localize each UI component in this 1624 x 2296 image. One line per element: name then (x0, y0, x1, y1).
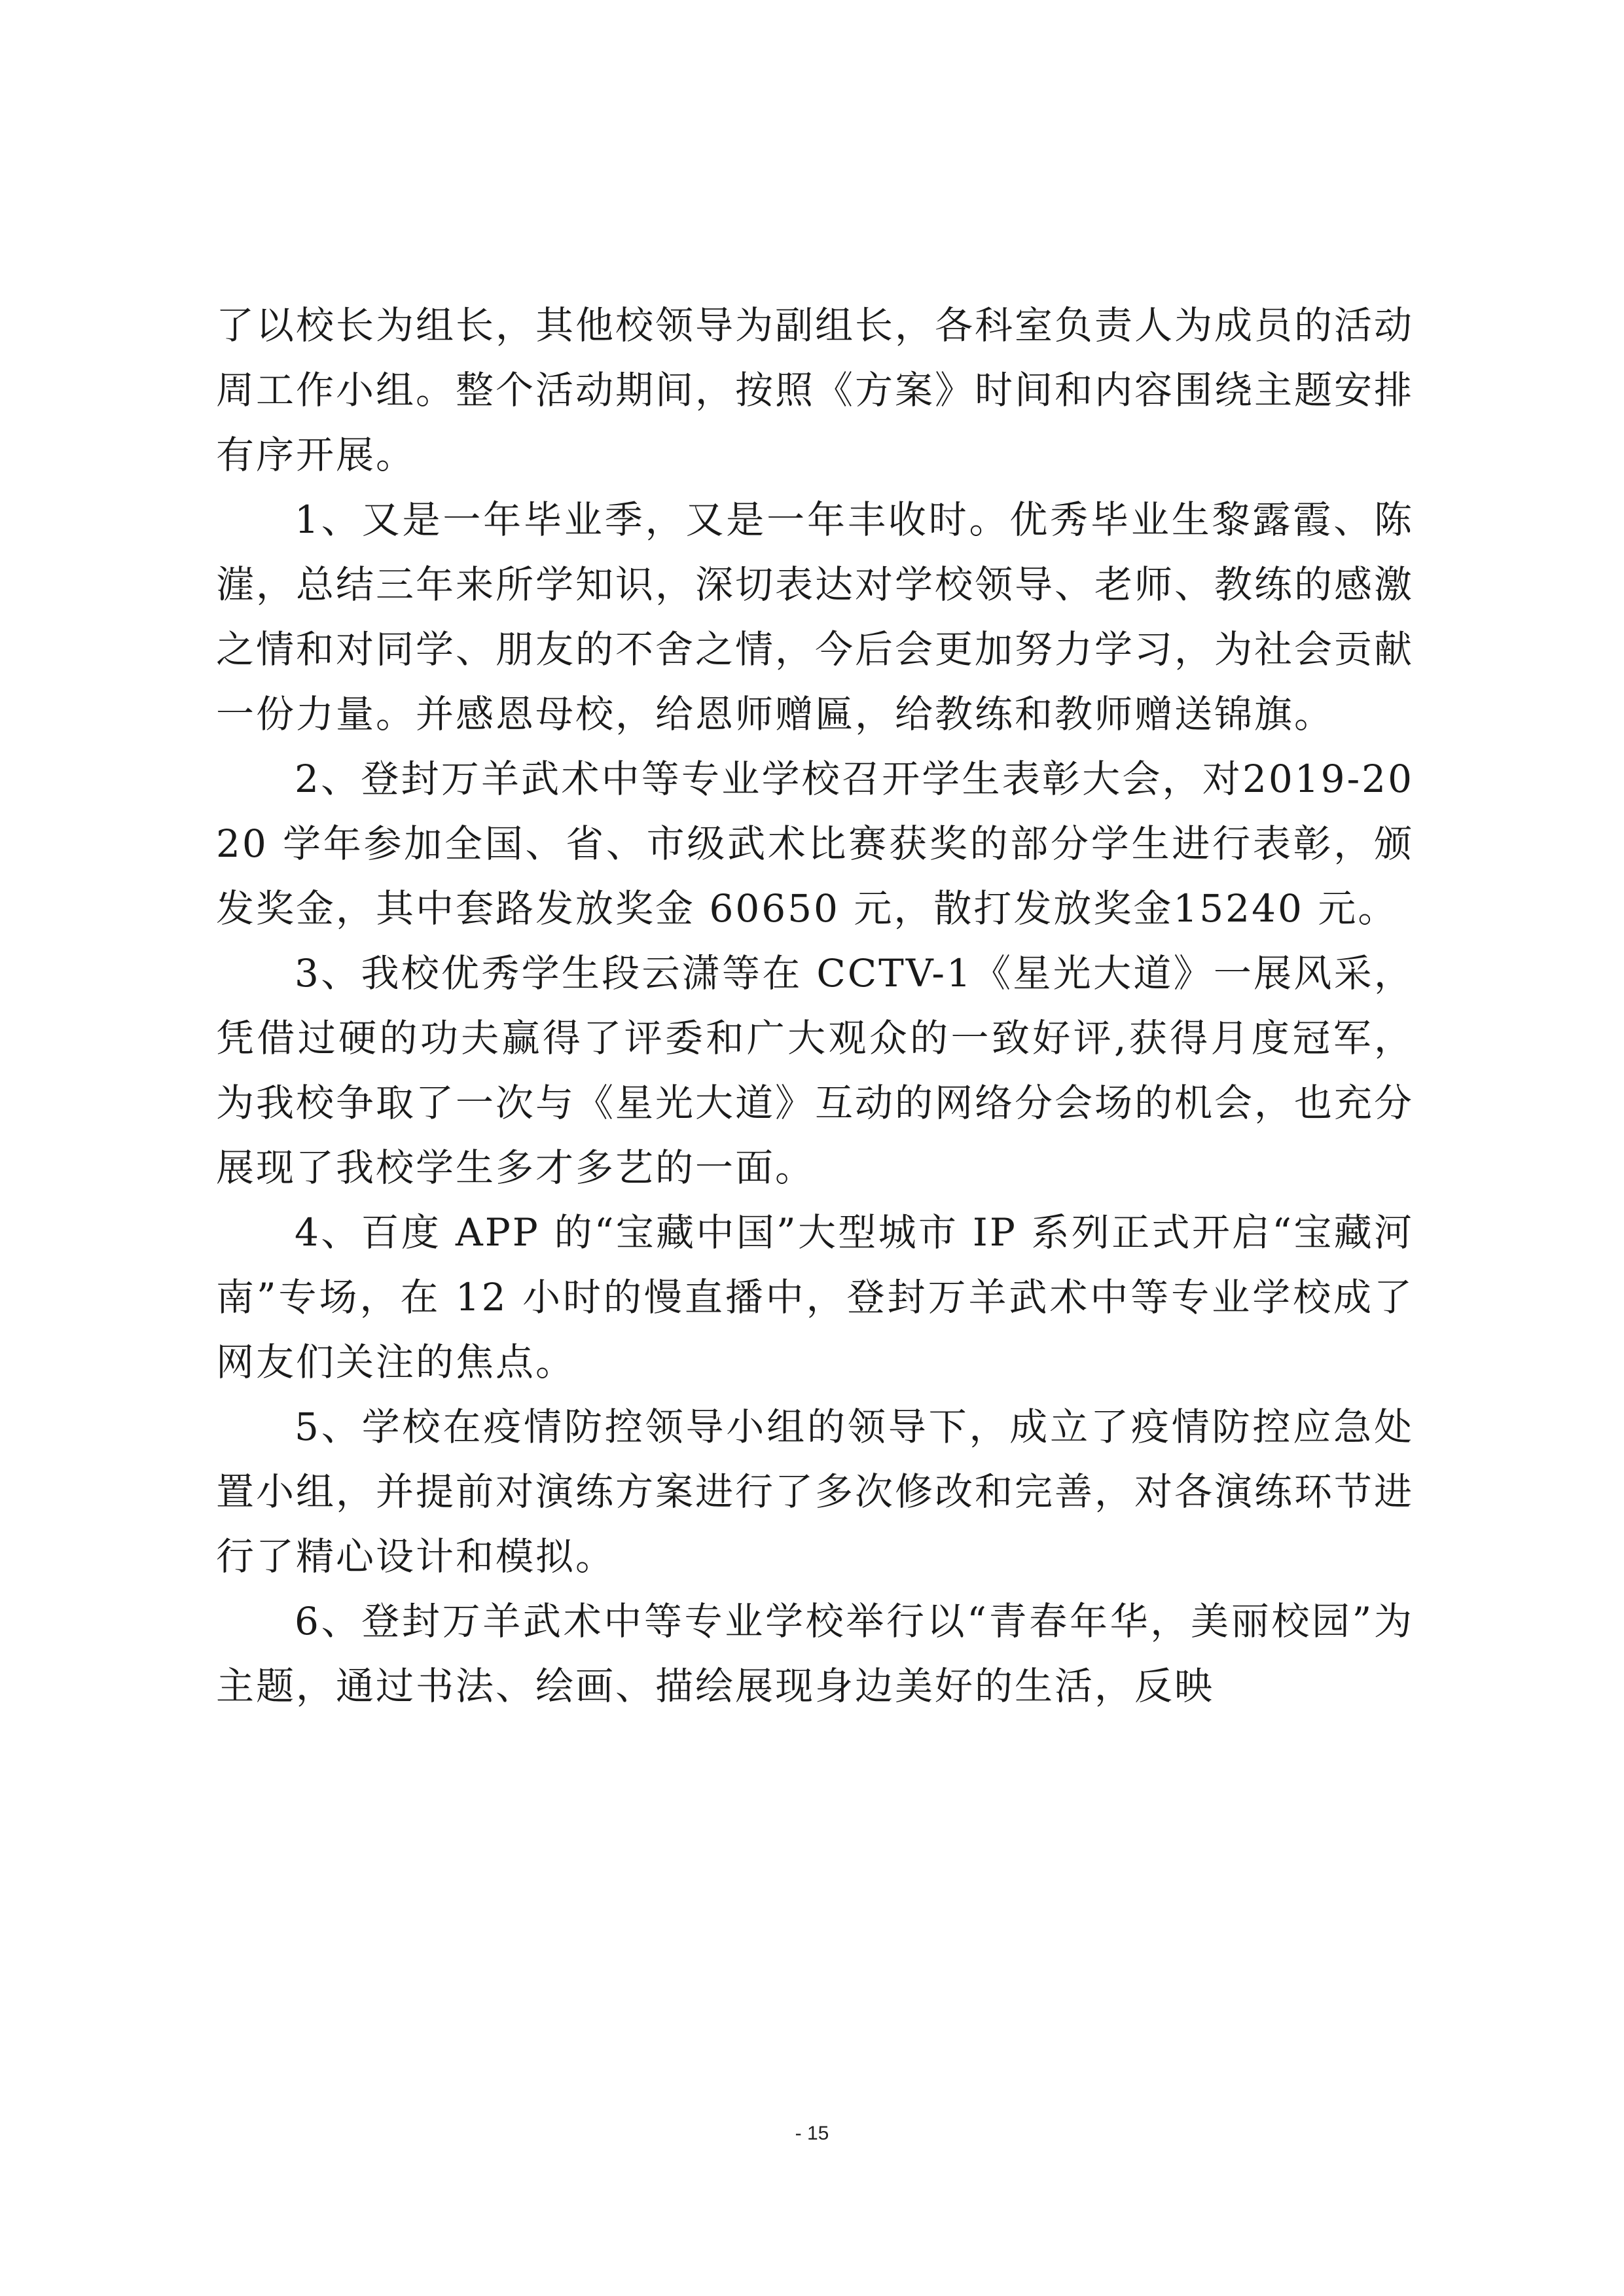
paragraph-intro-continued: 了以校长为组长，其他校领导为副组长，各科室负责人为成员的活动周工作小组。整个活动期间，按照《方案》时间和内容围绕主题安排有序开展。 (216, 303, 1415, 477)
page-number: - 15 (795, 2123, 829, 2144)
document-body (216, 293, 1414, 1719)
paragraph-item-6-art: 6、登封万羊武术中等专业学校举行以“青春年华，美丽校园”为主题，通过书法、绘画、描绘展现身边美好的生活，反映 (216, 1599, 1414, 1708)
paragraph-item-1-graduation: 1、又是一年毕业季，又是一年丰收时。优秀毕业生黎露霞、陈漄，总结三年来所学知识，深切表达对学校领导、老师、教练的感激之情和对同学、朋友的不舍之情，今后会更加努力学习，为社会贡献一份力量。并感恩母校，给恩师赠匾，给教练和教师赠送锦旗。 (216, 497, 1415, 736)
paragraph-item-5-epidemic: 5、学校在疫情防控领导小组的领导下，成立了疫情防控应急处置小组，并提前对演练方案进行了多次修改和完善，对各演练环节进行了精心设计和模拟。 (216, 1405, 1415, 1579)
paragraph-item-3-cctv: 3、我校优秀学生段云潇等在 CCTV-1《星光大道》一展风采，凭借过硬的功夫赢得了评委和广大观众的一致好评,获得月度冠军，为我校争取了一次与《星光大道》互动的网络分会场的机会，也充分展现了我校学生多才多艺的一面。 (216, 951, 1415, 1190)
paragraph-item-2-awards: 2、登封万羊武术中等专业学校召开学生表彰大会，对2019-2020 学年参加全国、省、市级武术比赛获奖的部分学生进行表彰，颁发奖金，其中套路发放奖金 60650 元，散打发放奖金15240 元。 (216, 757, 1414, 931)
paragraph-item-4-baidu: 4、百度 APP 的“宝藏中国”大型城市 IP 系列正式开启“宝藏河南”专场，在 12 小时的慢直播中，登封万羊武术中等专业学校成了网友们关注的焦点。 (216, 1210, 1414, 1384)
